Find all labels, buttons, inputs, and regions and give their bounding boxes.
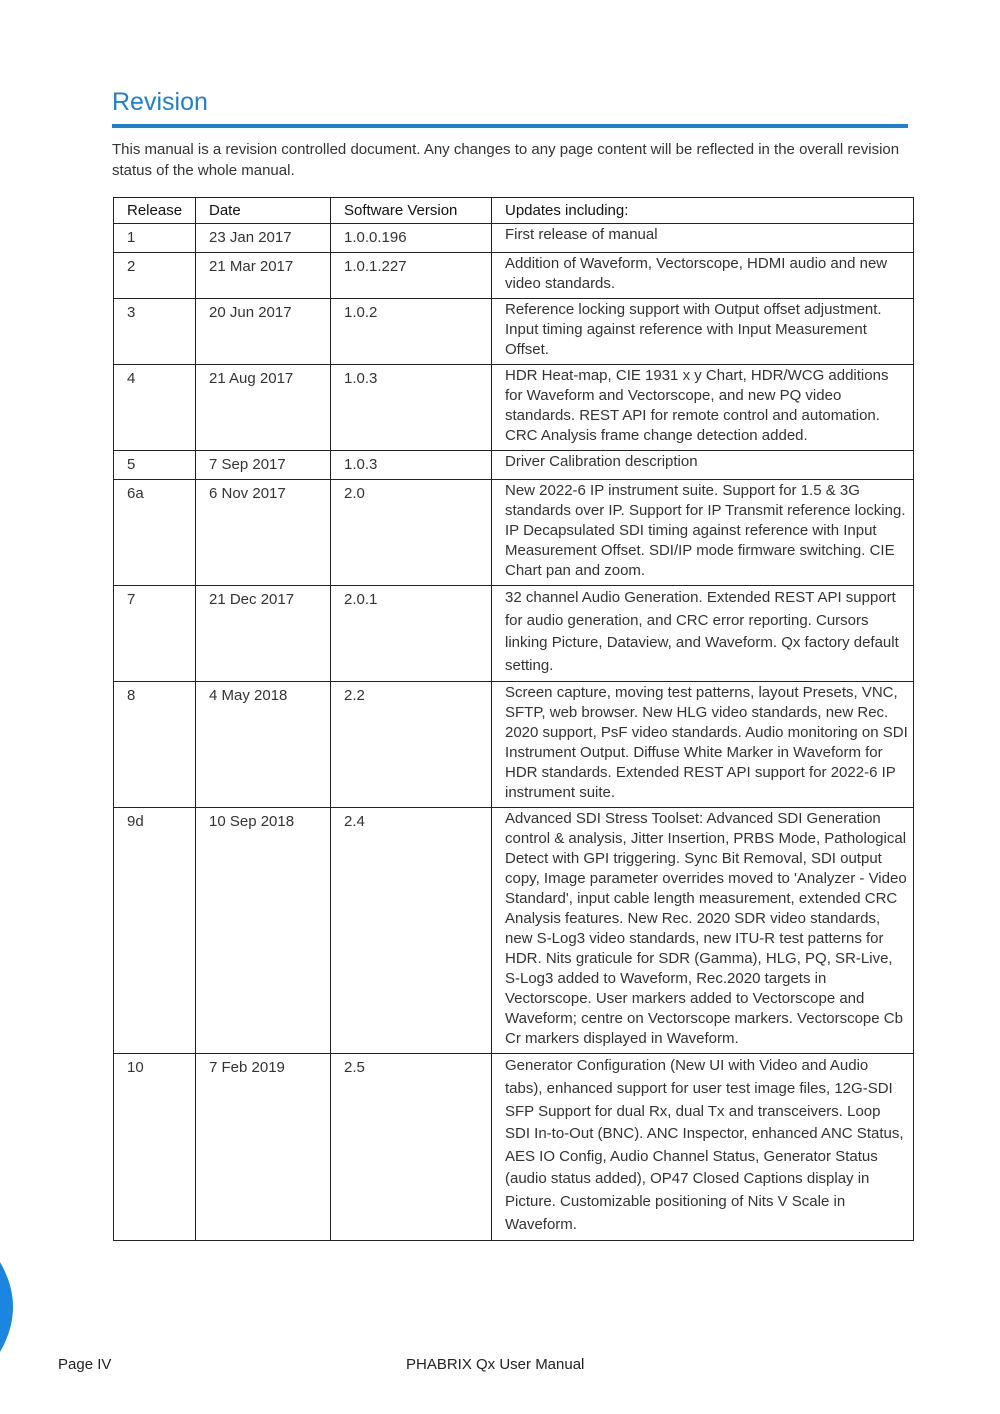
release-cell: 9d xyxy=(114,808,196,1054)
release-cell: 3 xyxy=(114,299,196,365)
table-row xyxy=(114,365,914,451)
header-updates: Updates including: xyxy=(492,198,914,224)
table-row xyxy=(114,1054,914,1241)
release-cell: 4 xyxy=(114,365,196,451)
header-release: Release xyxy=(114,198,196,224)
updates-cell: First release of manual xyxy=(492,224,914,253)
footer-page-number: Page IV xyxy=(58,1356,112,1373)
footer-manual-title: PHABRIX Qx User Manual xyxy=(406,1356,585,1373)
version-cell: 1.0.0.196 xyxy=(331,224,492,253)
intro-paragraph: This manual is a revision controlled document. Any changes to any page content will be reflected in the overall revision status of the whole manual. xyxy=(112,141,900,179)
date-cell: 4 May 2018 xyxy=(196,682,331,808)
updates-cell: New 2022-6 IP instrument suite. Support for 1.5 & 3G standards over IP. Support for IP Transmit reference locking. IP Decapsulated SDI timing against reference with Input Measurement Offset. SDI/IP mode firmware switching. CIE Chart pan and zoom. xyxy=(492,480,914,586)
header-date: Date xyxy=(196,198,331,224)
updates-cell: HDR Heat-map, CIE 1931 x y Chart, HDR/WCG additions for Waveform and Vectorscope, and new PQ video standards. REST API for remote control and automation. CRC Analysis frame change detection added. xyxy=(492,365,914,451)
table-row xyxy=(114,253,914,299)
date-cell: 7 Sep 2017 xyxy=(196,451,331,480)
table-row xyxy=(114,451,914,480)
date-cell: 21 Mar 2017 xyxy=(196,253,331,299)
table-header-row xyxy=(114,198,914,224)
updates-cell: Screen capture, moving test patterns, layout Presets, VNC, SFTP, web browser. New HLG video standards, new Rec. 2020 support, PsF video standards. Audio monitoring on SDI Instrument Output. Diffuse White Marker in Waveform for HDR standards. Extended REST API support for 2022-6 IP instrument suite. xyxy=(492,682,914,808)
updates-cell: Reference locking support with Output offset adjustment. Input timing against reference with Input Measurement Offset. xyxy=(492,299,914,365)
title-divider xyxy=(112,124,908,128)
date-cell: 23 Jan 2017 xyxy=(196,224,331,253)
release-cell: 10 xyxy=(114,1054,196,1241)
version-cell: 2.0 xyxy=(331,480,492,586)
side-tab-marker xyxy=(0,1262,26,1352)
updates-cell: Addition of Waveform, Vectorscope, HDMI audio and new video standards. xyxy=(492,253,914,299)
header-software-version: Software Version xyxy=(331,198,492,224)
revision-table xyxy=(113,197,914,1241)
date-cell: 7 Feb 2019 xyxy=(196,1054,331,1241)
date-cell: 21 Dec 2017 xyxy=(196,586,331,682)
table-row xyxy=(114,224,914,253)
table-row xyxy=(114,480,914,586)
version-cell: 2.4 xyxy=(331,808,492,1054)
updates-cell: 32 channel Audio Generation. Extended REST API support for audio generation, and CRC error reporting. Cursors linking Picture, Dataview, and Waveform. Qx factory default setting. xyxy=(492,586,914,682)
table-row xyxy=(114,586,914,682)
version-cell: 2.2 xyxy=(331,682,492,808)
version-cell: 1.0.1.227 xyxy=(331,253,492,299)
release-cell: 1 xyxy=(114,224,196,253)
table-row xyxy=(114,299,914,365)
table-row xyxy=(114,808,914,1054)
updates-cell: Advanced SDI Stress Toolset: Advanced SDI Generation control & analysis, Jitter Insertion, PRBS Mode, Pathological Detect with GPI triggering. Sync Bit Removal, SDI output copy, Image parameter overrides moved to 'Analyzer - Video Standard', input cable length measurement, extended CRC Analysis features. New Rec. 2020 SDR video standards, new S-Log3 video standards, new ITU-R test patterns for HDR. Nits graticule for SDR (Gamma), HLG, PQ, SR-Live, S-Log3 added to Waveform, Rec.2020 targets in Vectorscope. User markers added to Vectorscope and Waveform; centre on Vectorscope markers. Vectorscope Cb Cr markers displayed in Waveform. xyxy=(492,808,914,1054)
release-cell: 2 xyxy=(114,253,196,299)
updates-cell: Generator Configuration (New UI with Video and Audio tabs), enhanced support for user test image files, 12G-SDI SFP Support for dual Rx, dual Tx and transceivers. Loop SDI In-to-Out (BNC). ANC Inspector, enhanced ANC Status, AES IO Config, Audio Channel Status, Generator Status (audio status added), OP47 Closed Captions display in Picture. Customizable positioning of Nits V Scale in Waveform. xyxy=(492,1054,914,1241)
release-cell: 6a xyxy=(114,480,196,586)
date-cell: 6 Nov 2017 xyxy=(196,480,331,586)
version-cell: 1.0.3 xyxy=(331,365,492,451)
updates-cell: Driver Calibration description xyxy=(492,451,914,480)
date-cell: 21 Aug 2017 xyxy=(196,365,331,451)
release-cell: 8 xyxy=(114,682,196,808)
version-cell: 1.0.3 xyxy=(331,451,492,480)
version-cell: 2.0.1 xyxy=(331,586,492,682)
version-cell: 2.5 xyxy=(331,1054,492,1241)
date-cell: 10 Sep 2018 xyxy=(196,808,331,1054)
table-row xyxy=(114,682,914,808)
version-cell: 1.0.2 xyxy=(331,299,492,365)
release-cell: 5 xyxy=(114,451,196,480)
page-title: Revision xyxy=(112,88,208,116)
date-cell: 20 Jun 2017 xyxy=(196,299,331,365)
release-cell: 7 xyxy=(114,586,196,682)
